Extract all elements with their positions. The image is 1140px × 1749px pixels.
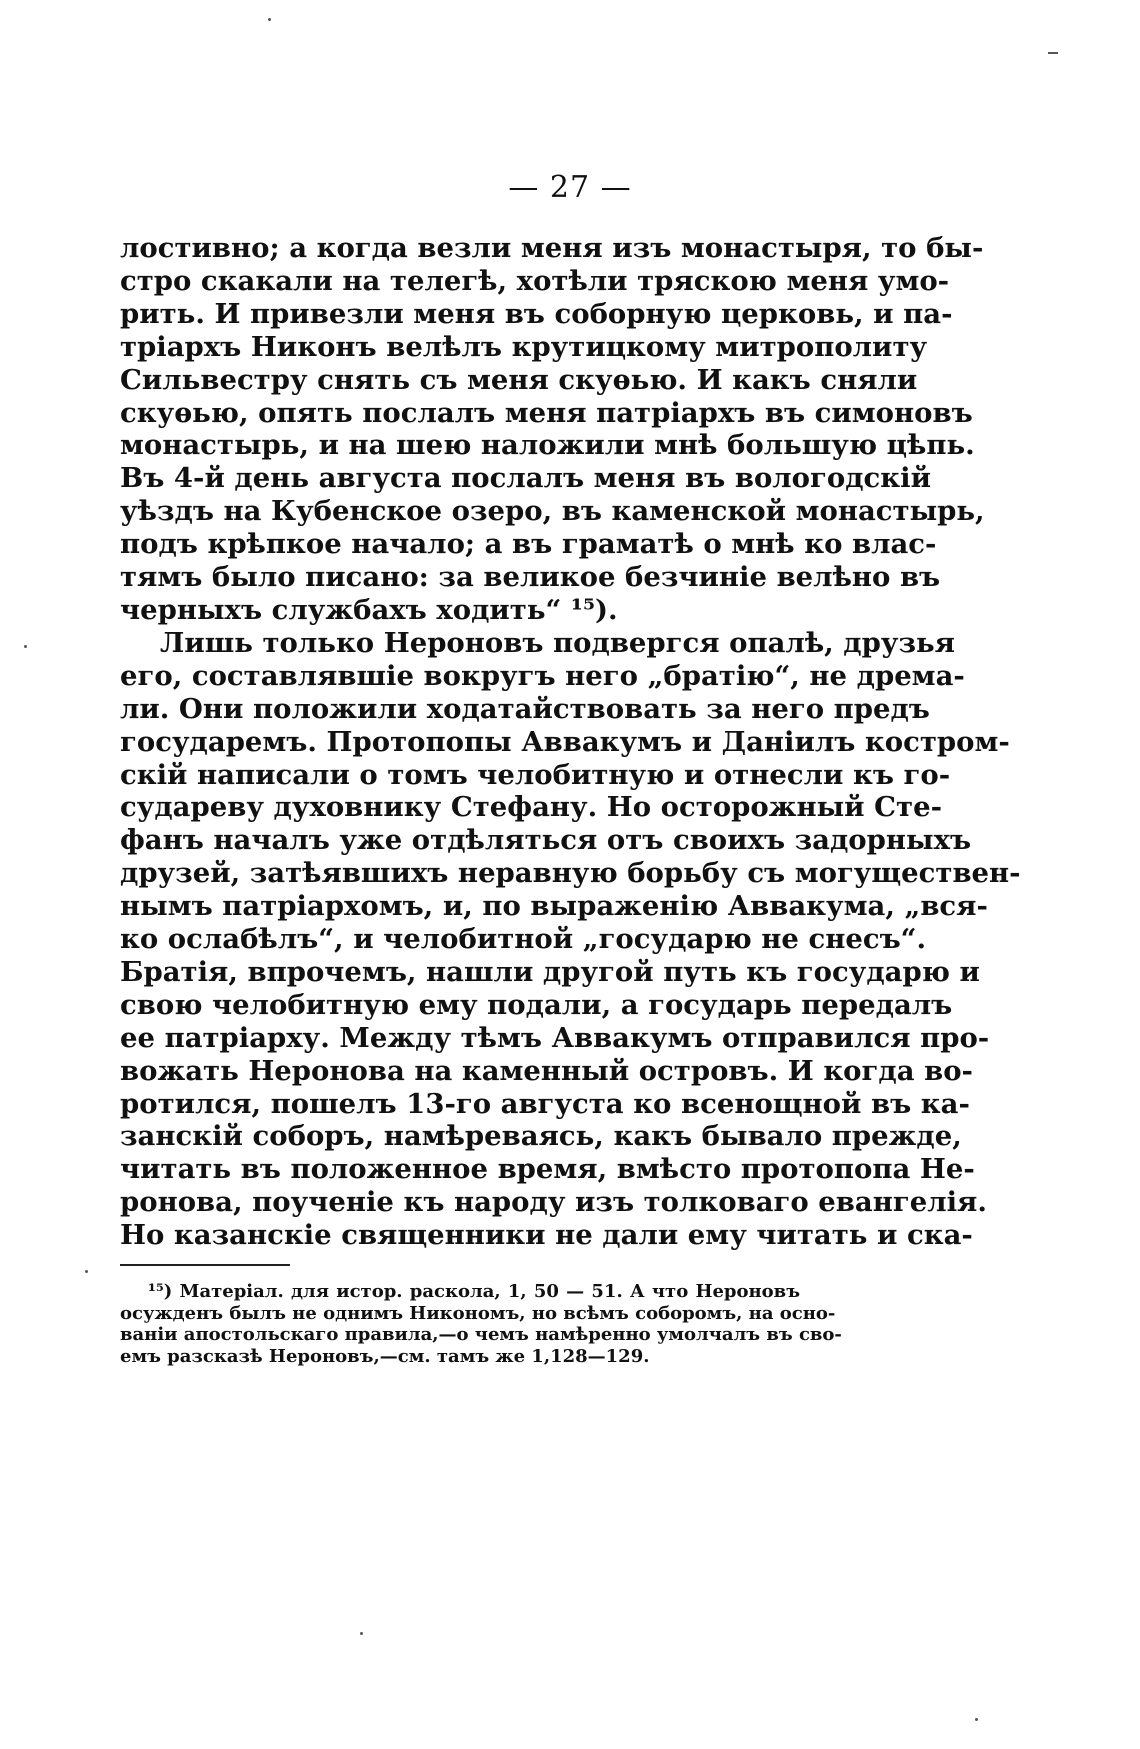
scan-speck <box>85 1270 88 1273</box>
text-line: занскій соборъ, намѣреваясь, какъ бывало прежде, <box>120 1120 962 1153</box>
text-line: ли. Они положили ходатайствовать за него предъ <box>120 692 930 725</box>
text-line: рить. И привезли меня въ соборную церковь, и па- <box>120 297 953 330</box>
footnote-divider <box>120 1264 290 1266</box>
footnote-line: ¹⁵) Матеріал. для истор. раскола, 1, 50 — 51. А что Нероновъ <box>148 1281 800 1302</box>
footnote-line: емъ разсказѣ Нероновъ,—см. тамъ же 1,128—129. <box>120 1345 650 1367</box>
text-line: подъ крѣпкое начало; а въ граматѣ о мнѣ ко влас- <box>120 528 937 561</box>
text-line: Братія, впрочемъ, нашли другой путь къ государю и <box>120 955 980 988</box>
text-line: стро скакали на телегѣ, хотѣли тряскою меня умо- <box>120 264 950 297</box>
scan-speck <box>1048 52 1058 54</box>
paragraph-first-line: Лишь только Нероновъ подвергся опалѣ, друзья <box>160 626 955 659</box>
text-line: лостивно; а когда везли меня изъ монастыря, то бы- <box>120 232 984 264</box>
text-line: уѣздъ на Кубенское озеро, въ каменской монастырь, <box>120 495 985 528</box>
text-line: вожать Неронова на каменный островъ. И когда во- <box>120 1054 973 1087</box>
page-number: — 27 — <box>508 170 632 205</box>
footnote-line: осужденъ былъ не однимъ Никономъ, но всѣмъ соборомъ, на осно- <box>120 1302 836 1324</box>
text-line: судареву духовнику Стефану. Но осторожный Сте- <box>120 791 942 824</box>
text-line: ротился, пошелъ 13-го августа ко всенощной въ ка- <box>120 1087 970 1120</box>
text-line: ронова, поученіе къ народу изъ толковаго евангелія. <box>120 1186 987 1219</box>
text-line: тямъ было писано: за великое безчиніе велѣно въ <box>120 561 941 594</box>
text-line: друзей, затѣявшихъ неравную борьбу съ могуществен- <box>120 857 1021 890</box>
scan-speck <box>24 645 27 648</box>
text-line: Но казанскіе священники не дали ему читать и ска- <box>120 1219 973 1252</box>
text-line: скій написали о томъ челобитную и отнесли къ го- <box>120 758 951 791</box>
body-text <box>120 232 1021 1252</box>
text-line: Въ 4-й день августа послалъ меня въ вологодскій <box>120 462 931 495</box>
text-line: ко ослабѣлъ“, и челобитной „государю не снесъ“. <box>120 923 927 956</box>
text-line: Сильвестру снять съ меня скуѳью. И какъ сняли <box>120 363 918 396</box>
text-line: монастырь, и на шею наложили мнѣ большую цѣпь. <box>120 429 975 462</box>
text-line: фанъ началъ уже отдѣляться отъ своихъ задорныхъ <box>120 824 972 857</box>
text-line: черныхъ службахъ ходить“ ¹⁵). <box>120 593 618 626</box>
footnote <box>120 1281 842 1367</box>
text-line: скуѳью, опять послалъ меня патріархъ въ симоновъ <box>120 396 973 429</box>
text-line: его, составлявшіе вокругъ него „братію“, не дрема- <box>120 659 965 692</box>
text-line: ее патріарху. Между тѣмъ Аввакумъ отправился про- <box>120 1021 990 1054</box>
text-line: свою челобитную ему подали, а государь передалъ <box>120 988 953 1021</box>
scan-speck <box>268 18 271 21</box>
scan-speck <box>360 1632 363 1635</box>
scan-speck <box>975 1718 978 1721</box>
text-line: читать въ положенное время, вмѣсто протопопа Не- <box>120 1153 975 1186</box>
text-line: государемъ. Протопопы Аввакумъ и Даніилъ костром- <box>120 725 1010 758</box>
text-line: тріархъ Никонъ велѣлъ крутицкому митрополиту <box>120 330 928 363</box>
text-line: нымъ патріархомъ, и, по выраженію Аввакума, „вся- <box>120 890 988 923</box>
footnote-line: ваніи апостольскаго правила,—о чемъ намѣренно умолчалъ въ сво- <box>120 1324 842 1345</box>
